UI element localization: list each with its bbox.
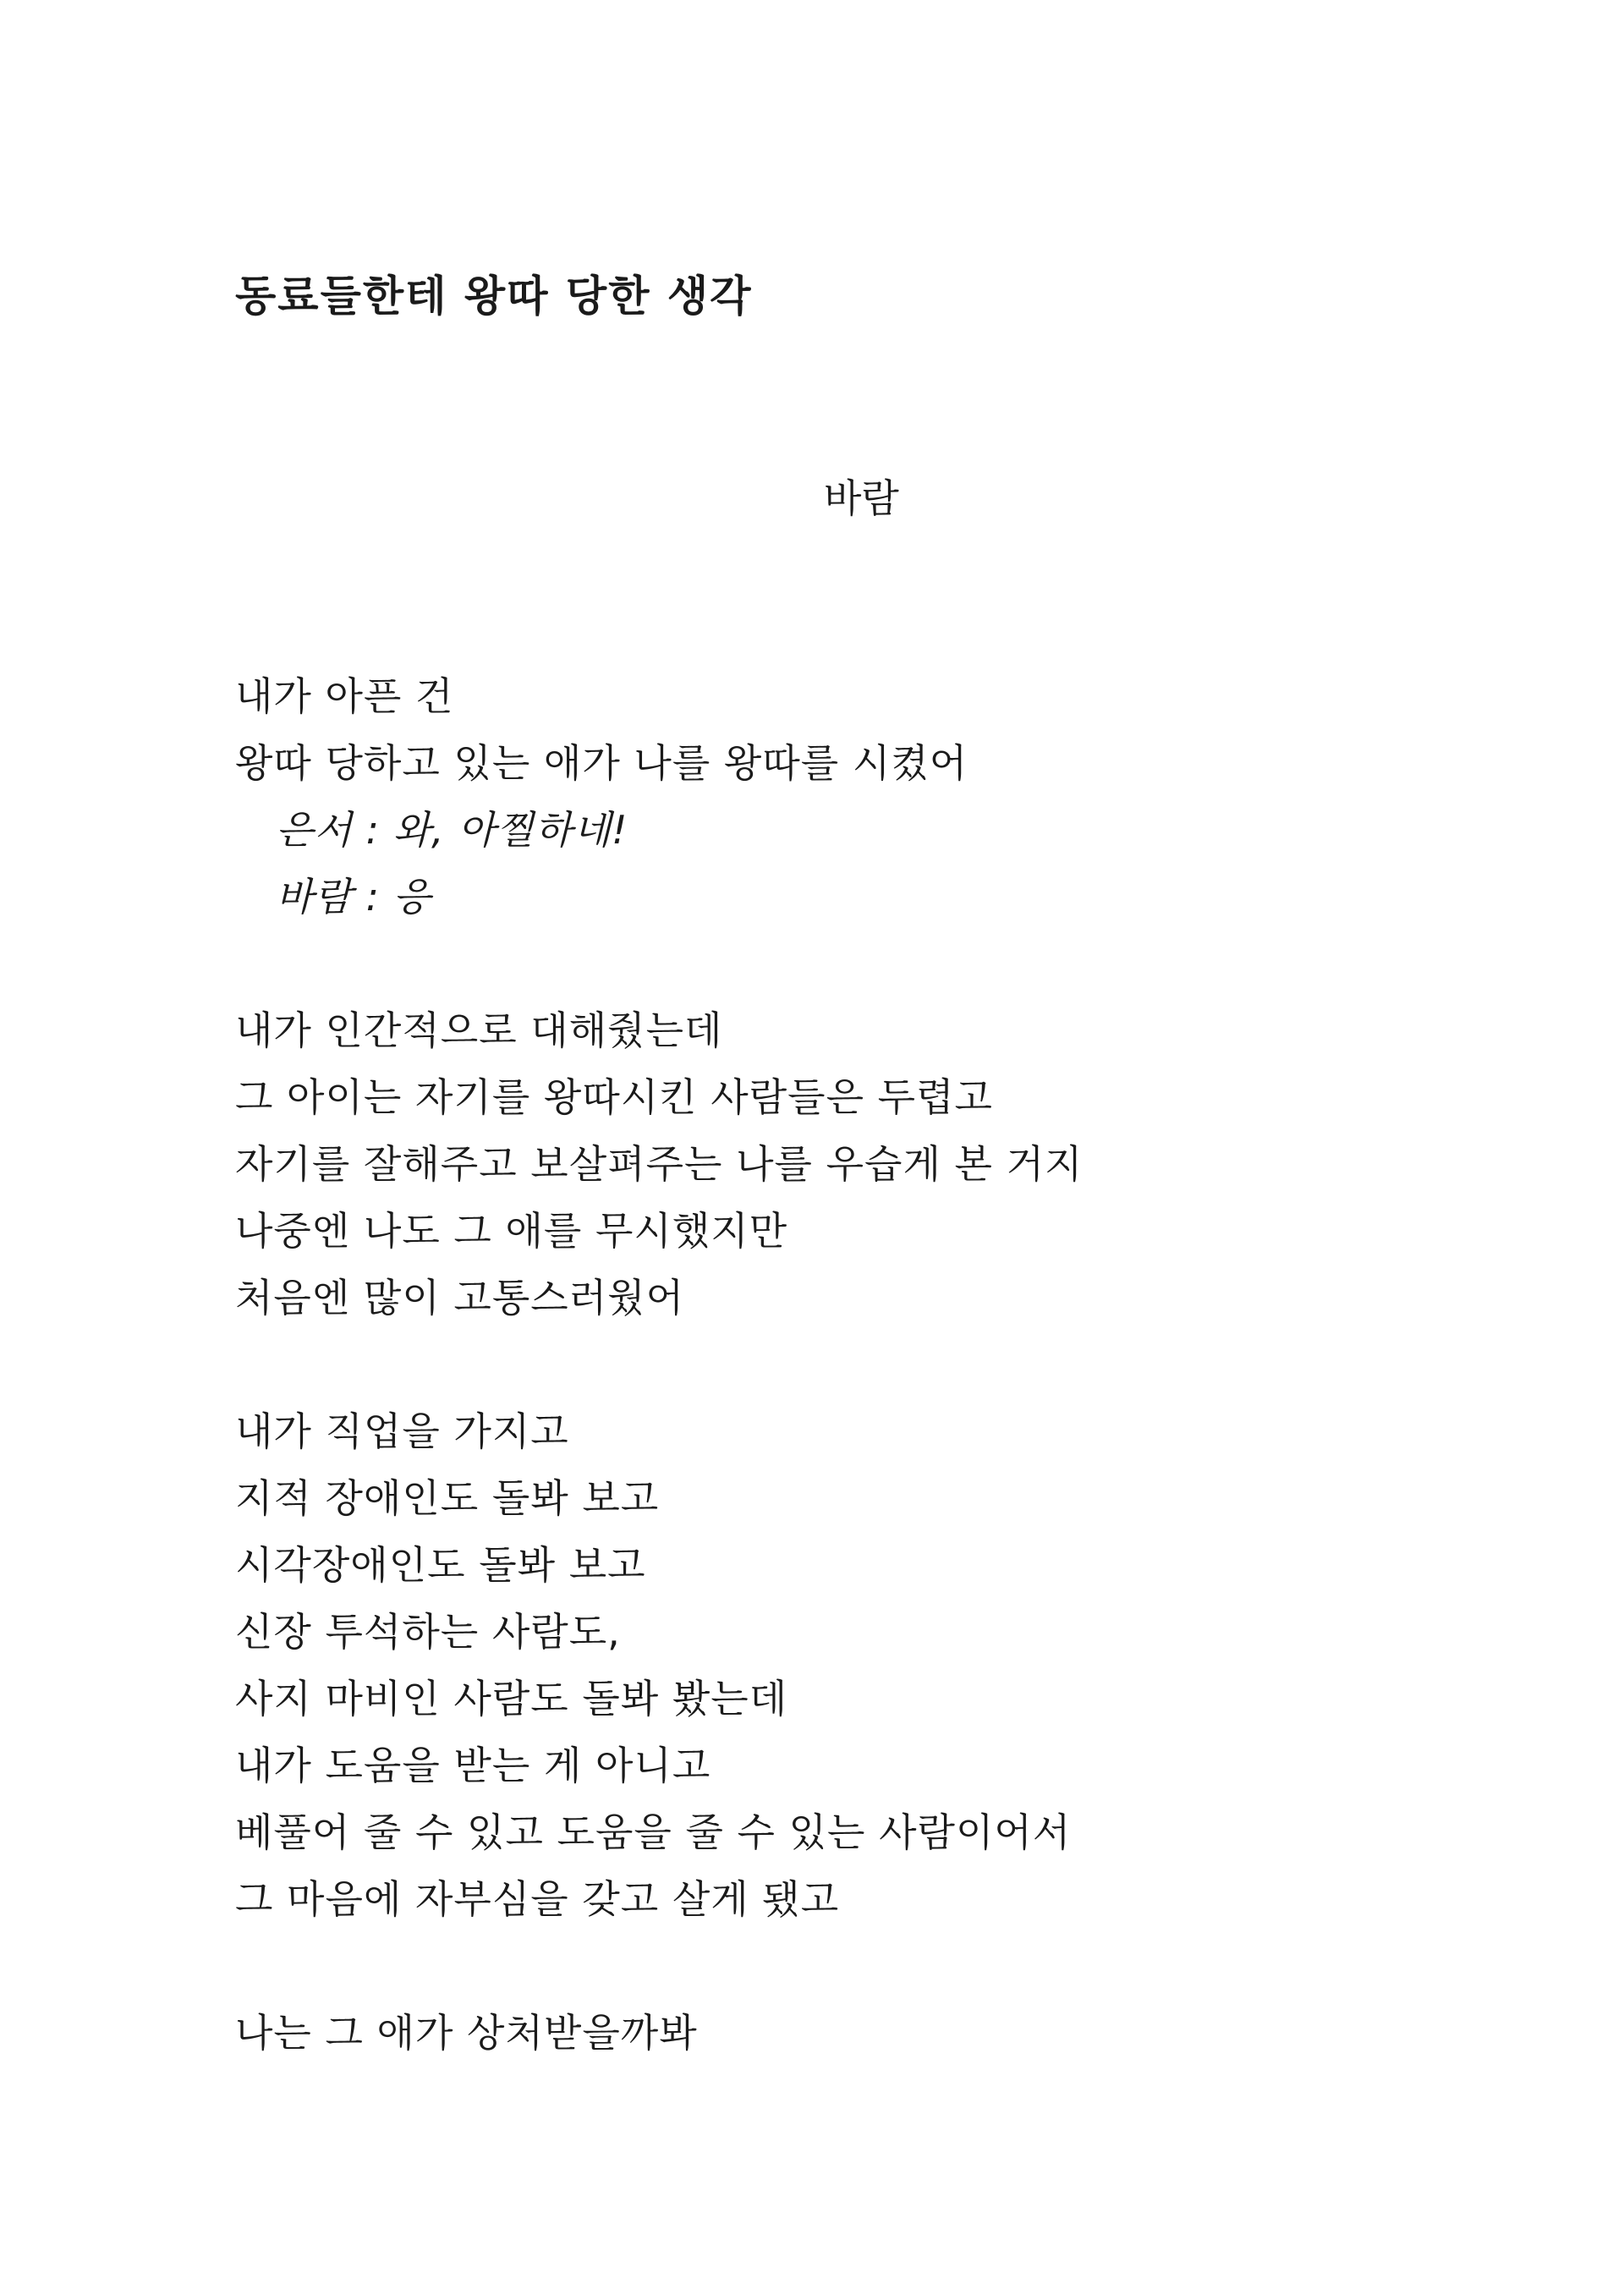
poem-line: 그 마음에 자부심을 갖고 살게 됐고 bbox=[235, 1876, 840, 1922]
poem-line: 베풀어 줄 수 있고 도움을 줄 수 있는 사람이어서 bbox=[235, 1809, 1072, 1855]
poem-line: 신장 투석하는 사람도, bbox=[235, 1609, 621, 1655]
poem-author: 바람 bbox=[824, 475, 899, 521]
poem-line: 사지 마비인 사람도 돌봐 봤는데 bbox=[235, 1676, 788, 1721]
dialogue-line: 은서 : 와, 아찔하네! bbox=[276, 807, 628, 853]
stanza-4 bbox=[235, 2000, 1083, 2067]
poem-line: 내가 인간적으로 대해줬는데 bbox=[235, 1007, 723, 1053]
poem-line: 내가 아픈 건 bbox=[235, 673, 454, 719]
stanza-2 bbox=[235, 997, 1083, 1331]
dialogue-line: 바람 : 응 bbox=[276, 874, 432, 920]
poem-line: 지적 장애인도 돌봐 보고 bbox=[235, 1475, 660, 1521]
poem-line: 자기를 잘해주고 보살펴주는 나를 우습게 본 거지 bbox=[235, 1141, 1084, 1187]
poem-line: 왕따 당하고 있는 애가 나를 왕따를 시켰어 bbox=[235, 740, 968, 786]
poem-line: 내가 직업을 가지고 bbox=[235, 1408, 569, 1454]
poem-line: 내가 도움을 받는 게 아니고 bbox=[235, 1743, 711, 1788]
poem-body bbox=[235, 663, 1083, 2133]
stanza-1 bbox=[235, 663, 1083, 931]
poem-line: 그 아이는 자기를 왕따시킨 사람들은 두렵고 bbox=[235, 1074, 993, 1120]
stanza-3 bbox=[235, 1398, 1083, 1933]
poem-title: 동료들한테 왕따 당한 생각 bbox=[235, 272, 753, 321]
poem-line: 처음엔 많이 고통스러웠어 bbox=[235, 1275, 685, 1320]
poem-line: 나는 그 애가 상처받을까봐 bbox=[235, 2010, 698, 2056]
poem-line: 나중엔 나도 그 애를 무시했지만 bbox=[235, 1208, 788, 1254]
poem-line: 시각장애인도 돌봐 보고 bbox=[235, 1542, 646, 1588]
